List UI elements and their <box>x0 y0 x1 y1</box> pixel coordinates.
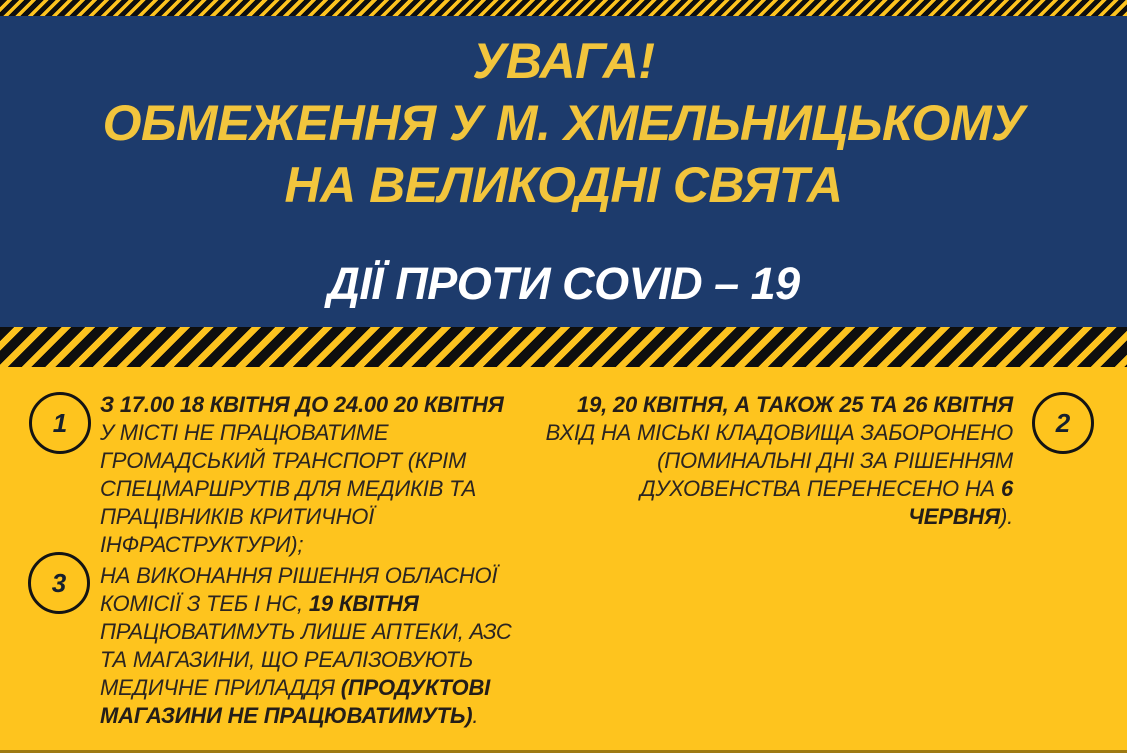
subtitle-covid: ДІЇ ПРОТИ COVID – 19 <box>327 258 800 309</box>
point-2-bold-date: 6 ЧЕРВНЯ <box>908 476 1013 529</box>
point-2-tail: ). <box>999 504 1013 529</box>
restriction-point-2-text <box>543 391 1013 531</box>
poster-title <box>0 30 1127 216</box>
restriction-point-1-text <box>100 391 555 559</box>
point-2-number-badge <box>1032 392 1094 454</box>
point-3-tail: . <box>472 703 479 728</box>
point-3-body-start: НА ВИКОНАННЯ РІШЕННЯ ОБЛАСНОЇ КОМІСІЇ З ТЕБ І НС, <box>100 563 498 616</box>
title-line-2: ОБМЕЖЕННЯ У М. ХМЕЛЬНИЦЬКОМУ <box>102 95 1025 151</box>
point-2-number: 2 <box>1055 407 1071 438</box>
point-2-lead-bold: 19, 20 КВІТНЯ, А ТАКОЖ 25 ТА 26 КВІТНЯ <box>577 392 1013 417</box>
point-3-bold-date: 19 КВІТНЯ <box>308 591 419 616</box>
point-3-bold-groceries: (ПРОДУКТОВІ МАГАЗИНИ НЕ ПРАЦЮВАТИМУТЬ) <box>100 675 491 728</box>
point-3-number-badge <box>28 552 90 614</box>
point-1-number-badge <box>29 392 91 454</box>
point-1-number: 1 <box>52 407 68 438</box>
point-3-number: 3 <box>51 567 67 598</box>
hazard-stripe-middle <box>0 327 1127 369</box>
hazard-stripe-top <box>0 0 1127 16</box>
title-line-1: УВАГА! <box>472 33 655 89</box>
point-1-lead-bold: З 17.00 18 КВІТНЯ ДО 24.00 20 КВІТНЯ <box>100 392 504 417</box>
title-line-3: НА ВЕЛИКОДНІ СВЯТА <box>284 157 843 213</box>
point-2-body: ВХІД НА МІСЬКІ КЛАДОВИЩА ЗАБОРОНЕНО (ПОМИНАЛЬНІ ДНІ ЗА РІШЕННЯМ ДУХОВЕНСТВА ПЕРЕНЕСЕНО НА <box>545 420 1013 501</box>
point-1-body: У МІСТІ НЕ ПРАЦЮВАТИМЕ ГРОМАДСЬКИЙ ТРАНСПОРТ (КРІМ СПЕЦМАРШРУТІВ ДЛЯ МЕДИКІВ ТА ПРАЦІВНИКІВ КРИТИЧНОЇ ІНФРАСТРУКТУРИ); <box>100 420 477 557</box>
restriction-point-3-text <box>100 562 530 730</box>
point-3-body-mid: ПРАЦЮВАТИМУТЬ ЛИШЕ АПТЕКИ, АЗС ТА МАГАЗИНИ, ЩО РЕАЛІЗОВУЮТЬ МЕДИЧНЕ ПРИЛАДДЯ <box>100 619 512 700</box>
